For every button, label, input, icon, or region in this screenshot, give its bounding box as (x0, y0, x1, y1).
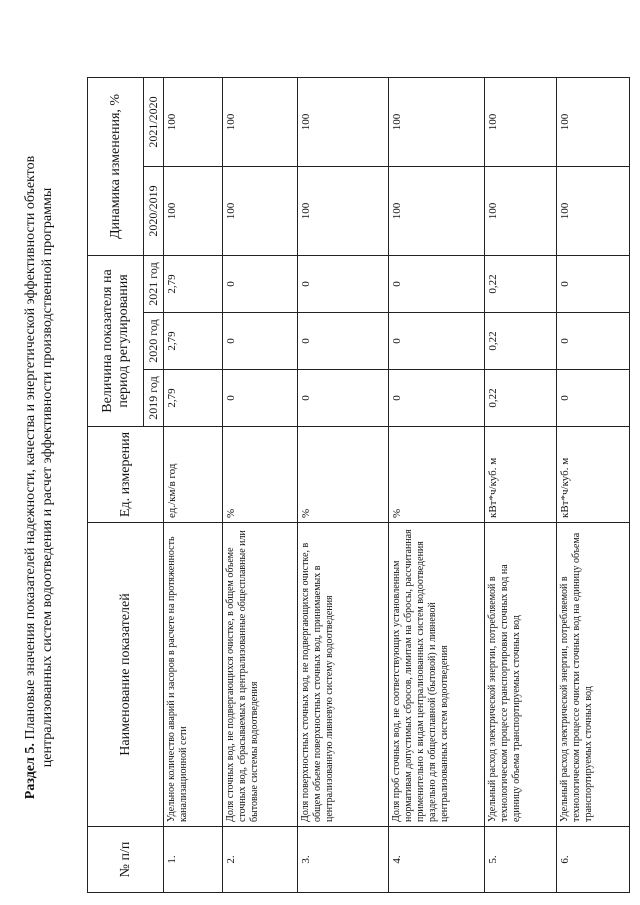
dynamics-2020-2019: 100 (484, 167, 557, 256)
row-name: Удельное количество аварий и засоров в расчете на протяженность канализационной сети (164, 523, 223, 827)
dynamics-2020-2019: 100 (298, 167, 389, 256)
value-2019: 2,79 (164, 370, 223, 427)
value-2019: 0 (389, 370, 484, 427)
dynamics-2020-2019: 100 (222, 167, 297, 256)
value-2021: 2,79 (164, 256, 223, 313)
header-dynamics: Динамика изменения, % (88, 78, 144, 256)
row-unit: % (298, 427, 389, 523)
row-unit: ед./км/в год (164, 427, 223, 523)
header-unit: Ед. измерения (88, 427, 164, 523)
value-2020: 0 (389, 313, 484, 370)
row-unit: кВт*ч/куб. м (557, 427, 630, 523)
dynamics-2020-2019: 100 (164, 167, 223, 256)
value-2020: 2,79 (164, 313, 223, 370)
section-title-line1: Плановые значения показателей надежности, качества и энергетической эффективности объектов (23, 155, 38, 740)
table-row (222, 78, 297, 893)
dynamics-2020-2019: 100 (557, 167, 630, 256)
value-2019: 0 (222, 370, 297, 427)
row-name: Удельный расход электрической энергии, потребляемой в технологическом процессе очистки сточных вод на единицу объема транспортируемых сточных вод (557, 523, 630, 827)
header-2020: 2020 год (144, 313, 164, 370)
table-row (484, 78, 557, 893)
row-name: Доля сточных вод, не подвергающихся очистке, в общем объеме сточных вод, сбрасываемых в централизованные общесплавные или бытовые системы водоотведения (222, 523, 297, 827)
value-2021: 0 (389, 256, 484, 313)
header-2019: 2019 год (144, 370, 164, 427)
row-num: 5. (484, 827, 557, 893)
dynamics-2021-2020: 100 (222, 78, 297, 167)
dynamics-2021-2020: 100 (389, 78, 484, 167)
row-num: 3. (298, 827, 389, 893)
row-num: 6. (557, 827, 630, 893)
header-num: № п/п (88, 827, 164, 893)
section-number: Раздел 5. (23, 743, 38, 800)
value-2021: 0 (298, 256, 389, 313)
row-unit: % (222, 427, 297, 523)
row-num: 1. (164, 827, 223, 893)
value-2020: 0 (222, 313, 297, 370)
value-2019: 0 (557, 370, 630, 427)
value-2021: 0 (222, 256, 297, 313)
table-row (298, 78, 389, 893)
section-title-line2: централизованных систем водоотведения и расчет эффективности производственной программы (40, 187, 55, 768)
dynamics-2021-2020: 100 (557, 78, 630, 167)
dynamics-2021-2020: 100 (164, 78, 223, 167)
table-row (389, 78, 484, 893)
dynamics-2020-2019: 100 (389, 167, 484, 256)
header-dyn-2020-2019: 2020/2019 (144, 167, 164, 256)
header-period: Величина показателя на период регулирования (88, 256, 144, 427)
table-row (557, 78, 630, 893)
value-2019: 0,22 (484, 370, 557, 427)
dynamics-2021-2020: 100 (298, 78, 389, 167)
header-name: Наименование показателей (88, 523, 164, 827)
row-num: 4. (389, 827, 484, 893)
row-unit: кВт*ч/куб. м (484, 427, 557, 523)
row-name: Доля проб сточных вод, не соответствующих установленным нормативам допустимых сбросов, лимитам на сбросы, рассчитанная применительно к видам централизованных систем водоотведения раздельно для общесплавной (бытовой) и ливневой централизованных систем водоотведения (389, 523, 484, 827)
indicators-table (87, 77, 630, 893)
value-2020: 0,22 (484, 313, 557, 370)
value-2021: 0 (557, 256, 630, 313)
value-2020: 0 (557, 313, 630, 370)
value-2020: 0 (298, 313, 389, 370)
header-dyn-2021-2020: 2021/2020 (144, 78, 164, 167)
value-2021: 0,22 (484, 256, 557, 313)
row-name: Доля поверхностных сточных вод, не подвергающихся очистке, в общем объеме поверхностных сточных вод, принимаемых в централизованную ливневую систему водоотведения (298, 523, 389, 827)
header-2021: 2021 год (144, 256, 164, 313)
row-unit: % (389, 427, 484, 523)
value-2019: 0 (298, 370, 389, 427)
table-row (164, 78, 223, 893)
row-num: 2. (222, 827, 297, 893)
dynamics-2021-2020: 100 (484, 78, 557, 167)
row-name: Удельный расход электрической энергии, потребляемой в технологическом процессе транспортировки сточных вод на единицу объема транспортируемых сточных вод (484, 523, 557, 827)
section-title (22, 70, 56, 885)
